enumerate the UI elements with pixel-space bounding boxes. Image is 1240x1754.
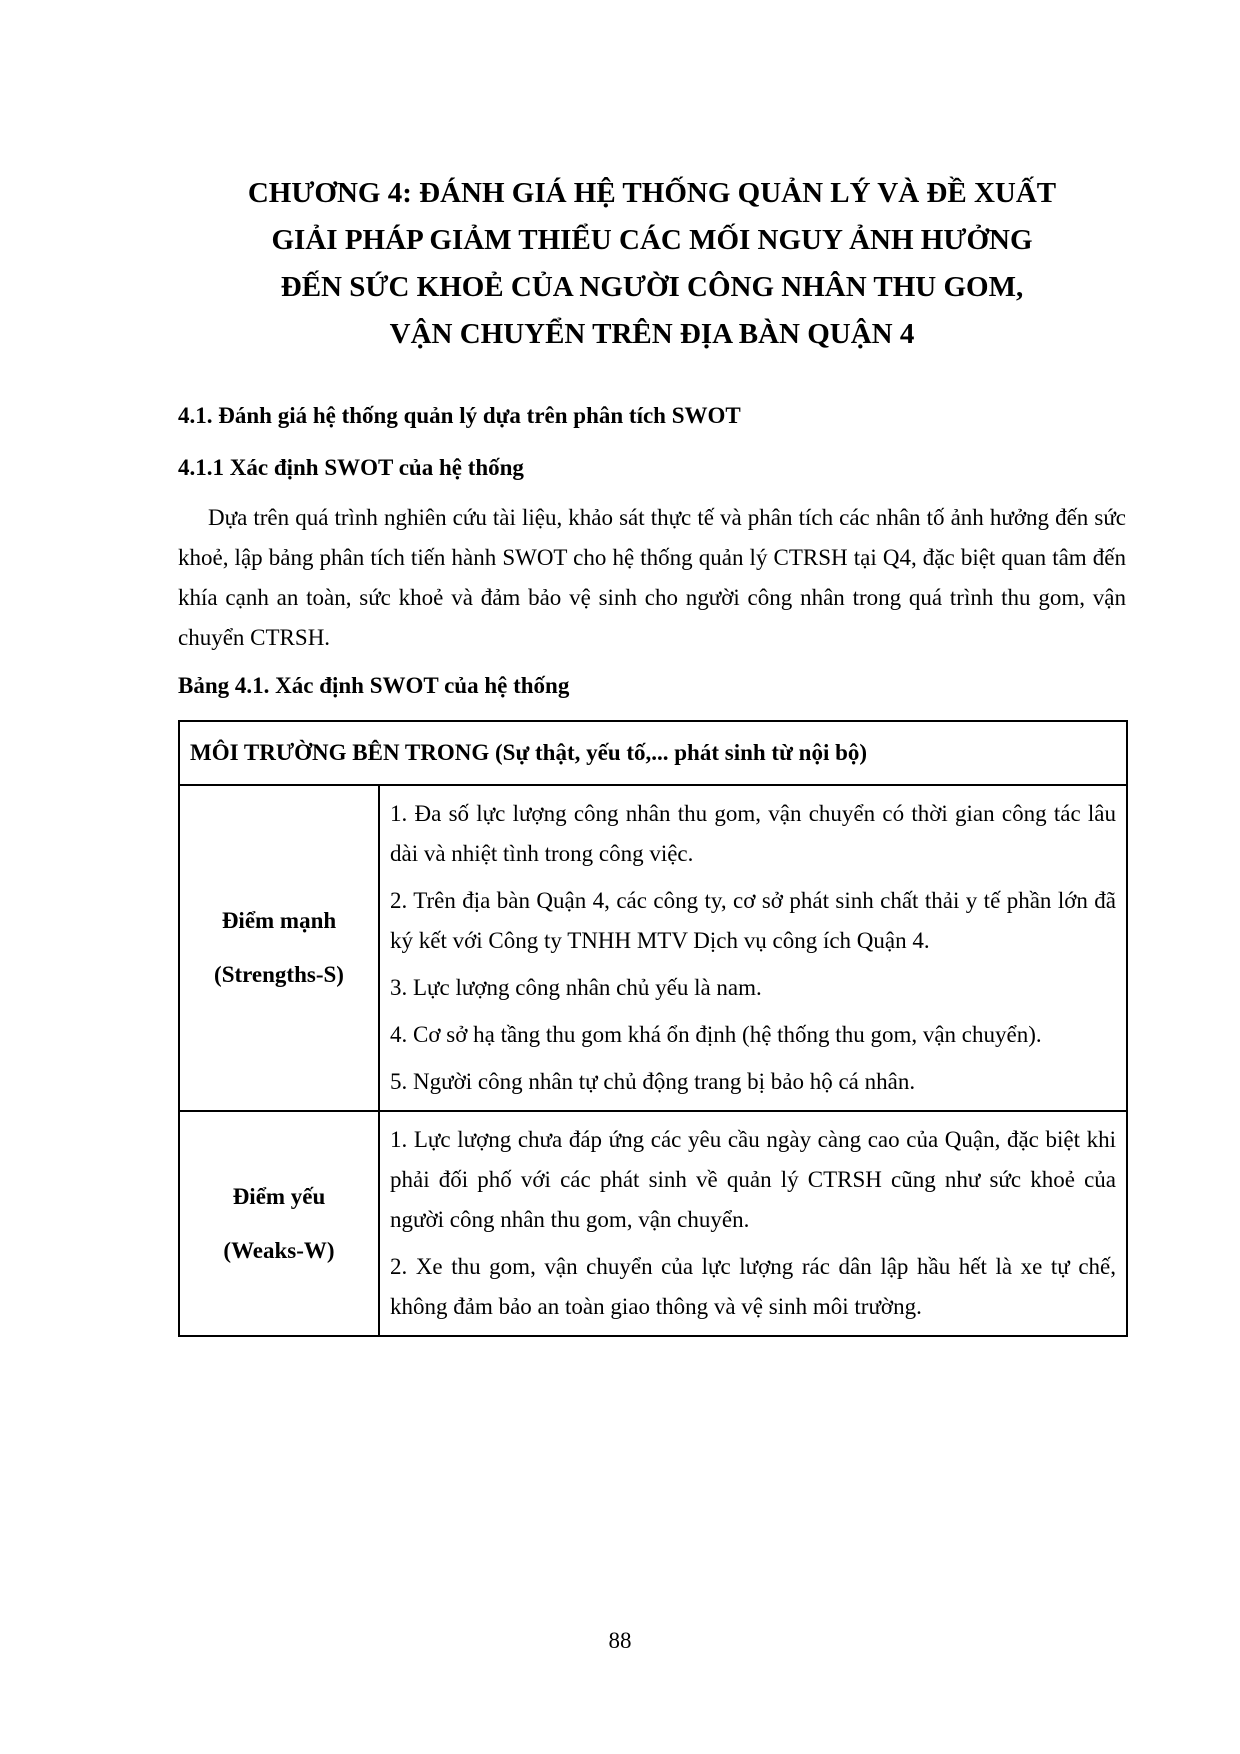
list-item: 5. Người công nhân tự chủ động trang bị bảo hộ cá nhân. <box>390 1069 916 1094</box>
chapter-title <box>178 170 1126 358</box>
list-item: 4. Cơ sở hạ tầng thu gom khá ổn định (hệ thống thu gom, vận chuyển). <box>390 1022 1042 1047</box>
table-row-strengths <box>179 785 1127 1111</box>
list-item: 1. Đa số lực lượng công nhân thu gom, vận chuyển có thời gian công tác lâu dài và nhiệt tình trong công việc. <box>390 801 1116 866</box>
table-row-weaknesses <box>179 1111 1127 1336</box>
body-paragraph: Dựa trên quá trình nghiên cứu tài liệu, khảo sát thực tế và phân tích các nhân tố ảnh hưởng đến sức khoẻ, lập bảng phân tích tiến hành SWOT cho hệ thống quản lý CTRSH tại Q4, đặc biệt quan tâm đến khía cạnh an toàn, sức khoẻ và đảm bảo vệ sinh cho người công nhân trong quá trình thu gom, vận chuyển CTRSH. <box>178 505 1126 650</box>
section-heading: 4.1. Đánh giá hệ thống quản lý dựa trên phân tích SWOT <box>178 403 741 428</box>
list-item: 2. Trên địa bàn Quận 4, các công ty, cơ sở phát sinh chất thải y tế phần lớn đã ký kết với Công ty TNHH MTV Dịch vụ công ích Quận 4. <box>390 888 1116 953</box>
strengths-items-cell <box>379 785 1127 1111</box>
weaknesses-label: Điểm yếu <box>232 1183 326 1209</box>
subsection-heading: 4.1.1 Xác định SWOT của hệ thống <box>178 455 524 480</box>
chapter-title-line: ĐẾN SỨC KHOẺ CỦA NGƯỜI CÔNG NHÂN THU GOM, <box>280 271 1024 303</box>
list-item: 3. Lực lượng công nhân chủ yếu là nam. <box>390 975 762 1000</box>
strengths-label: Điểm mạnh <box>221 908 337 933</box>
document-page <box>178 170 1126 1337</box>
table-caption: Bảng 4.1. Xác định SWOT của hệ thống <box>178 673 570 698</box>
page-number: 88 <box>608 1628 632 1653</box>
table-section-header: MÔI TRƯỜNG BÊN TRONG (Sự thật, yếu tố,... phát sinh từ nội bộ) <box>179 721 1127 785</box>
chapter-title-line: CHƯƠNG 4: ĐÁNH GIÁ HỆ THỐNG QUẢN LÝ VÀ ĐỀ XUẤT <box>247 177 1057 209</box>
weaknesses-items-cell <box>379 1111 1127 1336</box>
chapter-title-line: GIẢI PHÁP GIẢM THIỂU CÁC MỐI NGUY ẢNH HƯỞNG <box>271 224 1033 256</box>
strengths-label-cell <box>179 785 379 1111</box>
strengths-sublabel: (Strengths-S) <box>214 962 344 987</box>
list-item: 2. Xe thu gom, vận chuyển của lực lượng rác dân lập hầu hết là xe tự chế, không đảm bảo an toàn giao thông và vệ sinh môi trường. <box>390 1254 1116 1319</box>
table-row <box>179 721 1127 785</box>
list-item: 1. Lực lượng chưa đáp ứng các yêu cầu ngày càng cao của Quận, đặc biệt khi phải đối phố với các phát sinh về quản lý CTRSH cũng như sức khoẻ của người công nhân thu gom, vận chuyển. <box>390 1127 1116 1232</box>
swot-table <box>178 720 1128 1337</box>
chapter-title-line: VẬN CHUYỂN TRÊN ĐỊA BÀN QUẬN 4 <box>389 318 915 350</box>
weaknesses-sublabel: (Weaks-W) <box>223 1237 335 1263</box>
weaknesses-label-cell <box>179 1111 379 1336</box>
